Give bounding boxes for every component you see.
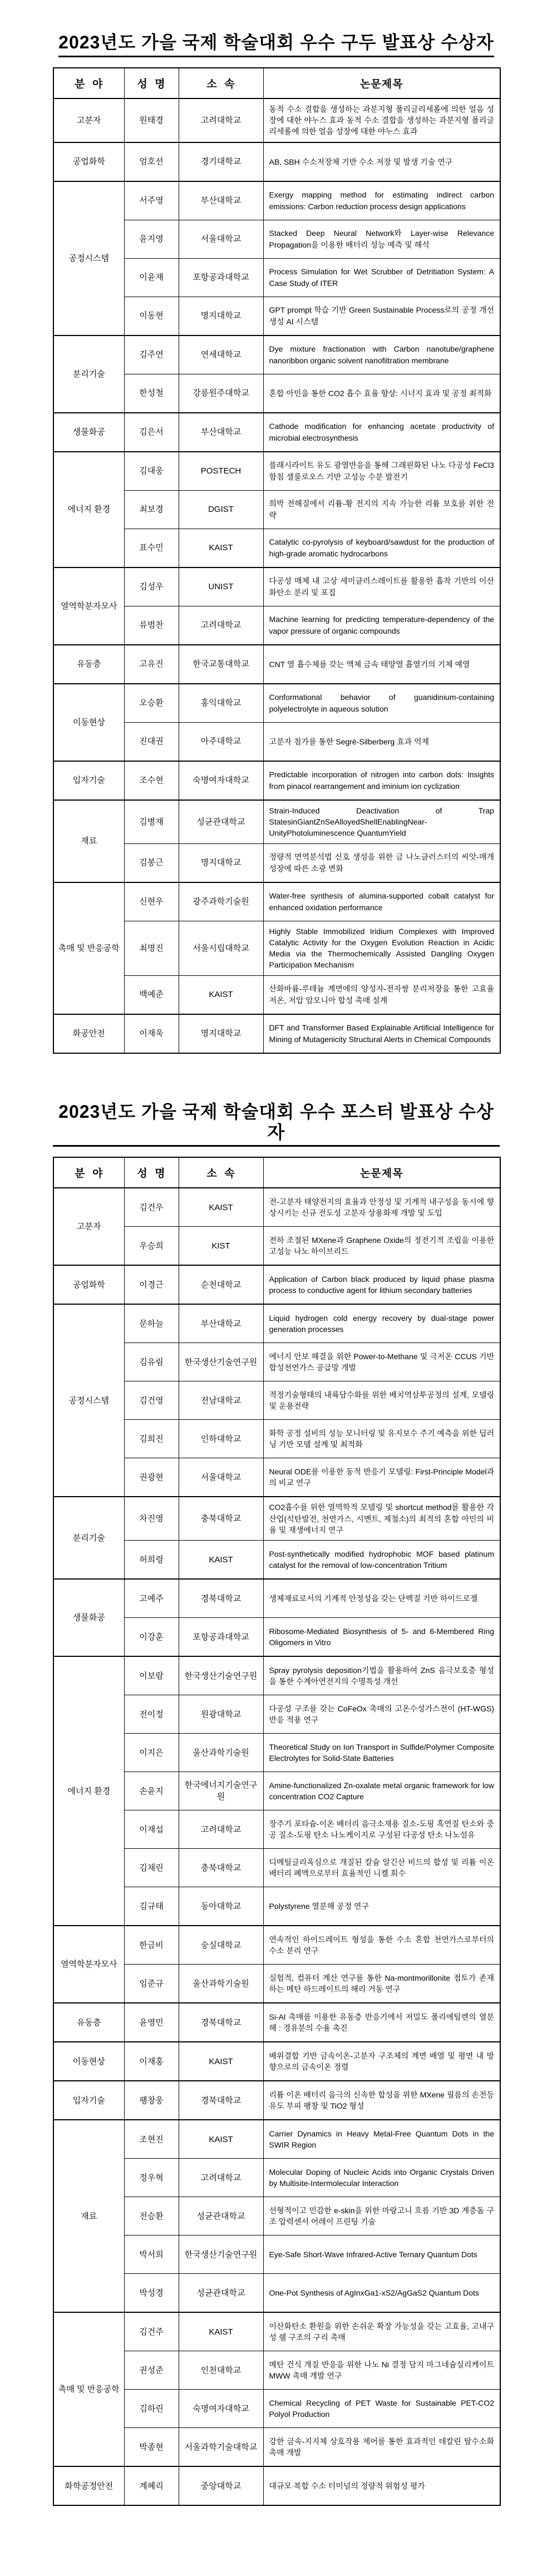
- affiliation-cell: 강릉원주대학교: [179, 374, 263, 413]
- paper-title-cell: Conformational behavior of guanidinium-containing polyelectrolyte in aqueous solution: [263, 684, 500, 723]
- name-cell: 신현우: [124, 882, 179, 921]
- affiliation-cell: 성균관대학교: [179, 800, 263, 843]
- award-row: [53, 2042, 500, 2081]
- poster-award-section: [53, 1102, 500, 2506]
- affiliation-cell: 고려대학교: [179, 2159, 263, 2197]
- paper-title-cell: 디메틸글리옥심으로 개질된 칼슘 알긴산 비드의 합성 및 리튬 이온 배터리 폐액으로부터 효율적인 니켈 회수: [263, 1849, 500, 1887]
- affiliation-cell: 포항공과대학교: [179, 258, 263, 297]
- paper-title-cell: Neural ODE를 이용한 동적 반응기 모델링: First-Principle Model과의 비교 연구: [263, 1458, 500, 1497]
- paper-title-cell: Stacked Deep Neural Network와 Layer-wise Relevance Propagation을 이용한 배터리 성능 예측 및 해석: [263, 220, 500, 258]
- oral-table-body: [53, 98, 500, 1053]
- header-affiliation: 소 속: [179, 68, 263, 98]
- paper-title-cell: 정량적 면역분석법 신호 생성을 위한 금 나노클러스터의 씨앗-매개 성장에 따른 소광 변화: [263, 843, 500, 882]
- name-cell: 한금비: [124, 1926, 179, 1965]
- header-paper-title: 논문제목: [263, 68, 500, 98]
- name-cell: 허희령: [124, 1541, 179, 1580]
- name-cell: 김유림: [124, 1343, 179, 1381]
- paper-title-cell: 고분자 첨가를 통한 Segré-Silberberg 효과 억제: [263, 722, 500, 761]
- header-row: [53, 1157, 500, 1188]
- name-cell: 이윤재: [124, 258, 179, 297]
- award-row: [53, 2466, 500, 2505]
- affiliation-cell: 중앙대학교: [179, 2466, 263, 2505]
- field-cell: 에너지 환경: [53, 1656, 124, 1926]
- affiliation-cell: 한국에너지기술연구원: [179, 1772, 263, 1810]
- name-cell: 조수현: [124, 761, 179, 800]
- oral-award-section: [53, 32, 500, 1054]
- paper-title-cell: 강한 금속-지지체 상호작용 제어를 통한 효과적인 데칼린 탈수소화 촉매 개발: [263, 2428, 500, 2467]
- poster-award-title: [53, 1102, 500, 1147]
- award-row: [53, 142, 500, 181]
- award-row: [53, 98, 500, 142]
- field-cell: 촉매 및 반응공학: [53, 2312, 124, 2466]
- field-cell: 화학공정안전: [53, 2466, 124, 2505]
- name-cell: 김성우: [124, 567, 179, 606]
- affiliation-cell: 고려대학교: [179, 98, 263, 142]
- affiliation-cell: 성균관대학교: [179, 2274, 263, 2313]
- name-cell: 김주연: [124, 335, 179, 374]
- affiliation-cell: 서울대학교: [179, 220, 263, 258]
- poster-table-body: [53, 1188, 500, 2505]
- affiliation-cell: 인천대학교: [179, 2351, 263, 2390]
- field-cell: 입자기술: [53, 761, 124, 800]
- paper-title-cell: 장주기 포타슘-이온 배터리 음극소재용 질소-도핑 흑연질 탄소와 중공 질소-도핑 탄소 나노케이지로 구성된 다공성 탄소 나노섬유: [263, 1810, 500, 1849]
- affiliation-cell: 성균관대학교: [179, 2197, 263, 2236]
- paper-title-cell: 선형적이고 민감한 e-skin을 위한 마랑고니 흐름 기반 3D 계층돔 구조 압력센서 어레이 프린팅 기술: [263, 2197, 500, 2236]
- affiliation-cell: 한국교통대학교: [179, 645, 263, 684]
- name-cell: 전승환: [124, 2197, 179, 2236]
- affiliation-cell: 한국생산기술연구원: [179, 2236, 263, 2274]
- poster-table-header: [53, 1157, 500, 1188]
- paper-title-cell: CNT 열 흡수체를 갖는 액체 금속 태양열 흡열기의 기체 예열: [263, 645, 500, 684]
- award-row: [53, 335, 500, 374]
- paper-title-cell: 산화바륨-루테늄 계면에의 양성자-전자쌍 분리저장을 통한 고효율 저온, 저압 암모니아 합성 촉매 설계: [263, 975, 500, 1014]
- award-row: [53, 567, 500, 606]
- affiliation-cell: 명지대학교: [179, 843, 263, 882]
- name-cell: 오승환: [124, 684, 179, 723]
- paper-title-cell: 다공성 구조를 갖는 CoFeOx 촉매의 고온수성가스전이 (HT-WGS)반응 적용 연구: [263, 1695, 500, 1734]
- name-cell: 손윤지: [124, 1772, 179, 1810]
- name-cell: 김은서: [124, 413, 179, 452]
- name-cell: 원태경: [124, 98, 179, 142]
- affiliation-cell: 아주대학교: [179, 722, 263, 761]
- affiliation-cell: 충북대학교: [179, 1497, 263, 1540]
- name-cell: 문하늘: [124, 1304, 179, 1343]
- name-cell: 엄호선: [124, 142, 179, 181]
- name-cell: 이재홍: [124, 2042, 179, 2081]
- affiliation-cell: 경기대학교: [179, 142, 263, 181]
- affiliation-cell: KAIST: [179, 975, 263, 1014]
- name-cell: 차진영: [124, 1497, 179, 1540]
- field-cell: 분리기술: [53, 335, 124, 413]
- affiliation-cell: 서울대학교: [179, 1458, 263, 1497]
- award-row: [53, 1926, 500, 1965]
- affiliation-cell: 경북대학교: [179, 1579, 263, 1618]
- paper-title-cell: GPT prompt 학습 기반 Green Sustainable Process로의 공정 개선 생성 AI 시스템: [263, 297, 500, 335]
- paper-title-cell: 대규모 복합 수소 터미널의 정량적 위험성 평가: [263, 2466, 500, 2505]
- paper-title-cell: AB, SBH 수소저장체 기반 수소 저장 및 발생 기술 연구: [263, 142, 500, 181]
- award-row: [53, 1265, 500, 1304]
- name-cell: 최보경: [124, 490, 179, 529]
- field-cell: 이동현상: [53, 684, 124, 761]
- paper-title-cell: Process Simulation for Wet Scrubber of Detritiation System: A Case Study of ITER: [263, 258, 500, 297]
- affiliation-cell: KAIST: [179, 2312, 263, 2351]
- name-cell: 박성경: [124, 2274, 179, 2313]
- paper-title-cell: Water-free synthesis of alumina-supported cobalt catalyst for enhanced oxidation performance: [263, 882, 500, 921]
- field-cell: 입자기술: [53, 2081, 124, 2120]
- paper-title-cell: Eye-Safe Short-Wave Infrared-Active Ternary Quantum Dots: [263, 2236, 500, 2274]
- paper-title-cell: Cathode modification for enhancing acetate productivity of microbial electrosynthesis: [263, 413, 500, 452]
- affiliation-cell: 경북대학교: [179, 2003, 263, 2042]
- affiliation-cell: 서울과학기술대학교: [179, 2428, 263, 2467]
- field-cell: 공정시스템: [53, 181, 124, 335]
- header-paper-title: 논문제목: [263, 1157, 500, 1188]
- award-row: [53, 684, 500, 723]
- field-cell: 촉매 및 반응공학: [53, 882, 124, 1014]
- affiliation-cell: UNIST: [179, 567, 263, 606]
- name-cell: 박종현: [124, 2428, 179, 2467]
- paper-title-cell: Theoretical Study on Ion Transport in Sulfide/Polymer Composite Electrolytes for Solid-State Batteries: [263, 1734, 500, 1772]
- name-cell: 이동현: [124, 297, 179, 335]
- affiliation-cell: 한국생산기술연구원: [179, 1656, 263, 1695]
- paper-title-cell: 배위결합 기반 금속이온-고분자 구조체의 계면 배열 및 평면 내 방향으로의 금속이온 정렬: [263, 2042, 500, 2081]
- affiliation-cell: 울산과학기술원: [179, 1734, 263, 1772]
- name-cell: 조현진: [124, 2120, 179, 2159]
- name-cell: 김규태: [124, 1887, 179, 1926]
- oral-award-title: [53, 32, 500, 57]
- paper-title-cell: 생체재료로서의 기계적 안정성을 갖는 단백질 기반 하이드로젤: [263, 1579, 500, 1618]
- paper-title-cell: Carrier Dynamics in Heavy Metal-Free Quantum Dots in the SWIR Region: [263, 2120, 500, 2159]
- award-row: [53, 1656, 500, 1695]
- name-cell: 고예주: [124, 1579, 179, 1618]
- paper-title-cell: 희박 전해질에서 리튬-황 전지의 지속 가능한 리튬 보호를 위한 전략: [263, 490, 500, 529]
- name-cell: 박서희: [124, 2236, 179, 2274]
- affiliation-cell: 순천대학교: [179, 1265, 263, 1304]
- name-cell: 계혜리: [124, 2466, 179, 2505]
- paper-title-cell: 동적 수소 결합을 생성하는 과분지형 폴리글리세롤에 의한 얼음 성장에 대한 야누스 효과 동적 수소 결합을 생성하는 과분지형 폴리글리세롤에 의한 얼음 성장에 대한 야누스 효과: [263, 98, 500, 142]
- field-cell: 고분자: [53, 98, 124, 142]
- field-cell: 재료: [53, 2120, 124, 2312]
- field-cell: 이동현상: [53, 2042, 124, 2081]
- affiliation-cell: 홍익대학교: [179, 684, 263, 723]
- award-row: [53, 1188, 500, 1227]
- field-cell: 분리기술: [53, 1497, 124, 1579]
- name-cell: 이보람: [124, 1656, 179, 1695]
- paper-title-cell: Exergy mapping method for estimating indirect carbon emissions: Carbon reduction process design applications: [263, 181, 500, 220]
- name-cell: 표수민: [124, 529, 179, 567]
- header-name: 성 명: [124, 68, 179, 98]
- affiliation-cell: 명지대학교: [179, 297, 263, 335]
- name-cell: 김건주: [124, 2312, 179, 2351]
- paper-title-cell: Amine-functionalized Zn-oxalate metal organic framework for low concentration CO2 Capture: [263, 1772, 500, 1810]
- name-cell: 권성준: [124, 2351, 179, 2390]
- field-cell: 열역학분자모사: [53, 567, 124, 645]
- paper-title-cell: 이산화탄소 환원을 위한 손쉬운 확장 가능성을 갖는 고효율, 고내구성 쉘 구조의 구리 촉매: [263, 2312, 500, 2351]
- award-row: [53, 1497, 500, 1540]
- affiliation-cell: 전남대학교: [179, 1381, 263, 1420]
- affiliation-cell: DGIST: [179, 490, 263, 529]
- name-cell: 전이정: [124, 1695, 179, 1734]
- name-cell: 이재섭: [124, 1810, 179, 1849]
- header-field: 분 야: [53, 68, 124, 98]
- affiliation-cell: 숭실대학교: [179, 1926, 263, 1965]
- paper-title-cell: 다공성 매체 내 고상 세미클러스레이트를 활용한 흡착 기반의 이산화탄소 분리 및 포집: [263, 567, 500, 606]
- field-cell: 공업화학: [53, 1265, 124, 1304]
- paper-title-cell: 전-고분자 태양전지의 효율과 안정성 및 기계적 내구성을 동시에 향상시키는 신규 전도성 고분자 상용화제 개발 및 도입: [263, 1188, 500, 1227]
- name-cell: 이재욱: [124, 1014, 179, 1053]
- name-cell: 김대웅: [124, 452, 179, 491]
- header-row: [53, 68, 500, 98]
- award-row: [53, 882, 500, 921]
- award-row: [53, 2003, 500, 2042]
- name-cell: 김하린: [124, 2390, 179, 2428]
- paper-title-cell: Polystyrene 열분해 공정 연구: [263, 1887, 500, 1926]
- paper-title-cell: Highly Stable Immobilized Iridium Complexes with Improved Catalytic Activity for the Oxygen Evolution Reaction in Acidic Media via the Thermochemically Assisted Dangling Oxygen Participation Mechanism: [263, 921, 500, 975]
- field-cell: 공정시스템: [53, 1304, 124, 1497]
- name-cell: 최명진: [124, 921, 179, 975]
- affiliation-cell: 부산대학교: [179, 181, 263, 220]
- paper-title-cell: DFT and Transformer Based Explainable Artificial Intelligence for Mining of Mutagenicity Structural Alerts in Chemical Compounds: [263, 1014, 500, 1053]
- paper-title-cell: CO2흡수를 위한 열역학적 모델링 및 shortcut method를 활용한 각 산업(석탄발전, 천연가스, 시멘트, 제철소)의 최적의 혼합 아민의 비율 및 재생에너지 연구: [263, 1497, 500, 1540]
- field-cell: 공업화학: [53, 142, 124, 181]
- award-row: [53, 2120, 500, 2159]
- paper-title-cell: Molecular Doping of Nucleic Acids into Organic Crystals Driven by Multisite-Intermolecular Interaction: [263, 2159, 500, 2197]
- paper-title-cell: 전하 조절된 MXene과 Graphene Oxide의 정전기적 조립을 이용한 고성능 나노 하이브리드: [263, 1227, 500, 1266]
- paper-title-cell: Si-Al 촉매를 이용한 유동층 반응기에서 저밀도 폴리에틸렌의 열분해 : 경유분의 수율 촉진: [263, 2003, 500, 2042]
- affiliation-cell: 한국생산기술연구원: [179, 1343, 263, 1381]
- paper-title-cell: Catalytic co-pyrolysis of keyboard/sawdust for the production of high-grade aromatic hydrocarbons: [263, 529, 500, 567]
- name-cell: 김봉근: [124, 843, 179, 882]
- name-cell: 류범찬: [124, 606, 179, 645]
- award-row: [53, 2312, 500, 2351]
- paper-title-cell: One-Pot Synthesis of AgInxGa1-xS2/AgGaS2 Quantum Dots: [263, 2274, 500, 2313]
- affiliation-cell: 고려대학교: [179, 606, 263, 645]
- name-cell: 김병재: [124, 800, 179, 843]
- paper-title-cell: 적정기술형태의 내륙담수화를 위한 배치역삼투공정의 설계, 모델링 및 운용전략: [263, 1381, 500, 1420]
- affiliation-cell: 광주과학기술원: [179, 882, 263, 921]
- award-row: [53, 1304, 500, 1343]
- paper-title-cell: Post-synthetically modified hydrophobic MOF based platinum catalyst for the removal of low-concentration Tritium: [263, 1541, 500, 1580]
- paper-title-cell: Predictable incorporation of nitrogen into carbon dots: Insights from pinacol rearrangement and iminium ion cyclization: [263, 761, 500, 800]
- name-cell: 진대권: [124, 722, 179, 761]
- name-cell: 김희진: [124, 1420, 179, 1458]
- name-cell: 고유진: [124, 645, 179, 684]
- affiliation-cell: 서울시립대학교: [179, 921, 263, 975]
- affiliation-cell: 인하대학교: [179, 1420, 263, 1458]
- paper-title-cell: Strain-Induced Deactivation of Trap StatesinGiantZnSeAlloyedShellEnablingNear-UnityPhotoluminescence QuantumYield: [263, 800, 500, 843]
- award-row: [53, 181, 500, 220]
- name-cell: 김채린: [124, 1849, 179, 1887]
- name-cell: 정우혁: [124, 2159, 179, 2197]
- award-row: [53, 761, 500, 800]
- award-row: [53, 1014, 500, 1053]
- name-cell: 김건영: [124, 1381, 179, 1420]
- header-name: 성 명: [124, 1157, 179, 1188]
- affiliation-cell: 경북대학교: [179, 2081, 263, 2120]
- affiliation-cell: 부산대학교: [179, 1304, 263, 1343]
- name-cell: 권광현: [124, 1458, 179, 1497]
- name-cell: 김건우: [124, 1188, 179, 1227]
- name-cell: 윤영민: [124, 2003, 179, 2042]
- field-cell: 열역학분자모사: [53, 1926, 124, 2003]
- award-row: [53, 2081, 500, 2120]
- paper-title-cell: 화학 공정 설비의 성능 모니터링 및 유지보수 주기 예측을 위한 딥러닝 기반 모델 설계 및 최적화: [263, 1420, 500, 1458]
- paper-title-cell: Liquid hydrogen cold energy recovery by dual-stage power generation processes: [263, 1304, 500, 1343]
- affiliation-cell: KAIST: [179, 2042, 263, 2081]
- name-cell: 이경근: [124, 1265, 179, 1304]
- affiliation-cell: KIST: [179, 1227, 263, 1266]
- oral-award-title-text: 2023년도 가을 국제 학술대회 우수 구두 발표상 수상자: [58, 32, 494, 57]
- paper-title-cell: 연속적인 하이드레이트 형성을 통한 수소 혼합 천연가스로부터의 수소 분리 연구: [263, 1926, 500, 1965]
- affiliation-cell: KAIST: [179, 1541, 263, 1580]
- header-affiliation: 소 속: [179, 1157, 263, 1188]
- affiliation-cell: 포항공과대학교: [179, 1618, 263, 1657]
- award-row: [53, 1579, 500, 1618]
- field-cell: 에너지 환경: [53, 452, 124, 567]
- field-cell: 유동층: [53, 2003, 124, 2042]
- field-cell: 생물화공: [53, 413, 124, 452]
- affiliation-cell: 숙명여자대학교: [179, 761, 263, 800]
- poster-award-table: [53, 1157, 501, 2506]
- name-cell: 서주영: [124, 181, 179, 220]
- paper-title-cell: Ribosome-Mediated Biosynthesis of 5- and 6-Membered Ring Oligomers in Vitro: [263, 1618, 500, 1657]
- paper-title-cell: 플래시라이트 유도 광열반응을 통해 그래핀화된 나노 다공성 FeCl3 함침 셀룰로오스 기반 고성능 수분 발전기: [263, 452, 500, 491]
- award-row: [53, 645, 500, 684]
- paper-title-cell: 리튬 이온 배터리 음극의 신속한 합성을 위한 MXene 필름의 손전등 유도 부피 팽창 및 TiO2 형성: [263, 2081, 500, 2120]
- affiliation-cell: 부산대학교: [179, 413, 263, 452]
- affiliation-cell: 명지대학교: [179, 1014, 263, 1053]
- name-cell: 윤지영: [124, 220, 179, 258]
- affiliation-cell: KAIST: [179, 529, 263, 567]
- field-cell: 재료: [53, 800, 124, 882]
- field-cell: 고분자: [53, 1188, 124, 1265]
- affiliation-cell: 고려대학교: [179, 1810, 263, 1849]
- poster-award-title-text: 2023년도 가을 국제 학술대회 우수 포스터 발표상 수상자: [53, 1102, 500, 1147]
- header-field: 분 야: [53, 1157, 124, 1188]
- paper-title-cell: 실험적, 컴퓨터 계산 연구를 통한 Na-montmorillonite 점토가 존재하는 메탄 하드레이트의 해리 거동 연구: [263, 1965, 500, 2003]
- affiliation-cell: 울산과학기술원: [179, 1965, 263, 2003]
- paper-title-cell: Spray pyrolysis deposition기법을 활용하여 ZnS 음극보호층 형성을 통한 수계아연전지의 수명특성 개선: [263, 1656, 500, 1695]
- paper-title-cell: Chemical Recycling of PET Waste for Sustainable PET-CO2 Polyol Production: [263, 2390, 500, 2428]
- name-cell: 임준규: [124, 1965, 179, 2003]
- oral-award-table: [53, 67, 501, 1054]
- paper-title-cell: Application of Carbon black produced by liquid phase plasma process to conductive agent for lithium secondary batteries: [263, 1265, 500, 1304]
- name-cell: 한성철: [124, 374, 179, 413]
- paper-title-cell: Dye mixture fractionation with Carbon nanotube/graphene nanoribbon organic solvent nanofiltration membrane: [263, 335, 500, 374]
- affiliation-cell: 연세대학교: [179, 335, 263, 374]
- paper-title-cell: 혼합 아민을 통한 CO2 흡수 효율 향상: 시너지 효과 및 공정 최적화: [263, 374, 500, 413]
- oral-table-header: [53, 68, 500, 98]
- name-cell: 우승희: [124, 1227, 179, 1266]
- affiliation-cell: KAIST: [179, 2120, 263, 2159]
- field-cell: 화공안전: [53, 1014, 124, 1053]
- affiliation-cell: 동아대학교: [179, 1887, 263, 1926]
- award-row: [53, 452, 500, 491]
- name-cell: 백예준: [124, 975, 179, 1014]
- affiliation-cell: 충북대학교: [179, 1849, 263, 1887]
- affiliation-cell: 숙명여자대학교: [179, 2390, 263, 2428]
- name-cell: 이지은: [124, 1734, 179, 1772]
- paper-title-cell: 에너지 안보 해결을 위한 Power-to-Methane 및 극저온 CCUS 기반 합성천연가스 공급망 개발: [263, 1343, 500, 1381]
- field-cell: 생물화공: [53, 1579, 124, 1656]
- name-cell: 이강훈: [124, 1618, 179, 1657]
- paper-title-cell: Machine learning for predicting temperature-dependency of the vapor pressure of organic compounds: [263, 606, 500, 645]
- affiliation-cell: 원광대학교: [179, 1695, 263, 1734]
- award-row: [53, 413, 500, 452]
- affiliation-cell: KAIST: [179, 1188, 263, 1227]
- field-cell: 유동층: [53, 645, 124, 684]
- award-row: [53, 800, 500, 843]
- paper-title-cell: 메탄 건식 개질 반응을 위한 나노 Ni 결정 담지 마그네슘실리케이트 MWW 촉매 개발 연구: [263, 2351, 500, 2390]
- name-cell: 팽창웅: [124, 2081, 179, 2120]
- affiliation-cell: POSTECH: [179, 452, 263, 491]
